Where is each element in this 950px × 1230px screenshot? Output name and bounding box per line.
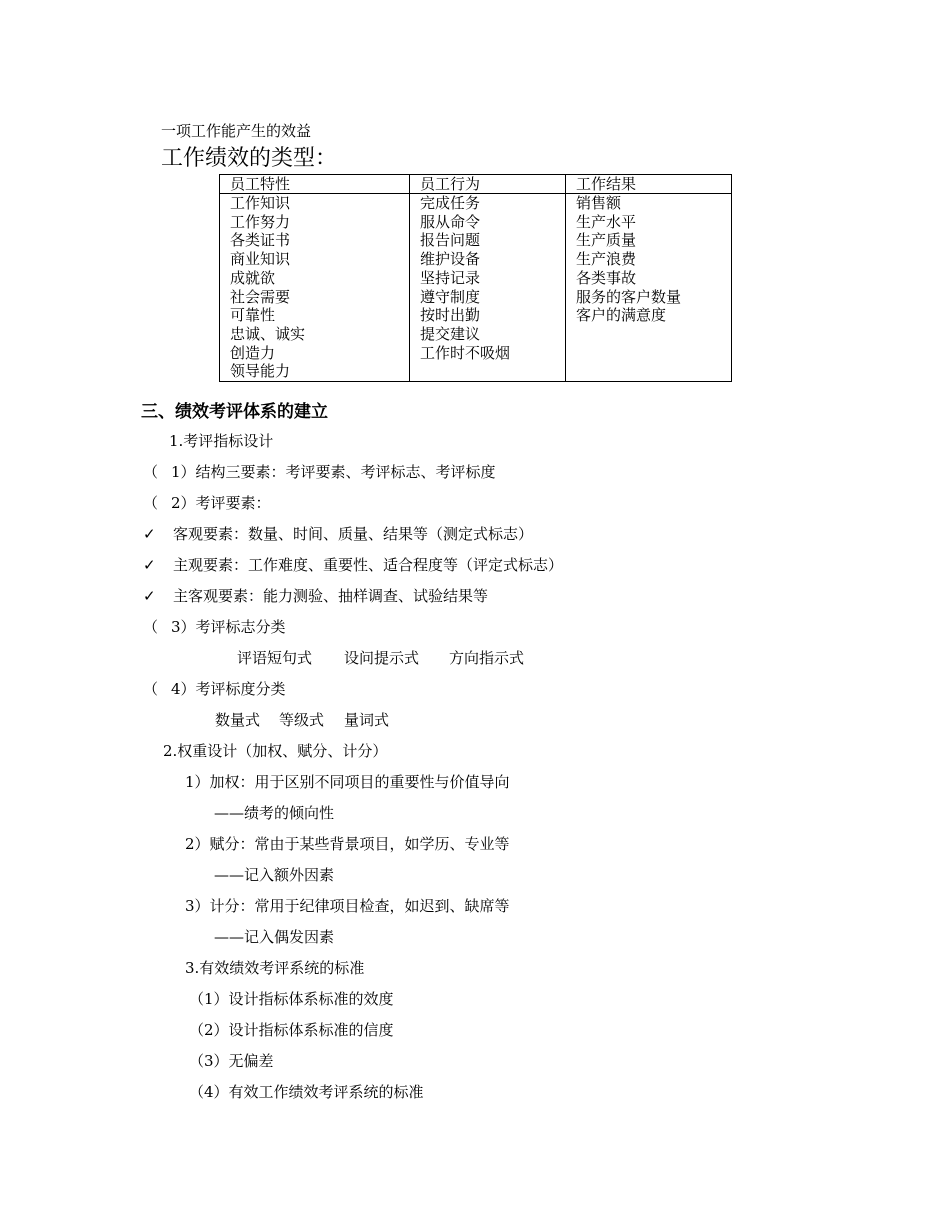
table-cell: 按时出勤 [420,306,481,325]
sub3-option: 设问提示式 [344,649,420,667]
table-cell: 成就欲 [230,268,276,287]
table-cell: 领导能力 [230,362,291,381]
table-cell: 生产浪费 [576,250,637,269]
paren-marker: （ [143,618,159,636]
check-icon: ✓ [143,587,156,605]
check-item-objective: 客观要素：数量、时间、质量、结果等（测定式标志） [173,525,534,543]
item2-note: ——记入额外因素 [214,866,335,884]
table-cell: 销售额 [576,194,622,212]
intro-line: 一项工作能产生的效益 [161,122,312,140]
table-cell: 报告问题 [420,231,481,250]
table-body-row [220,194,732,382]
table-cell: 工作努力 [230,212,291,231]
column-employee-behavior [410,194,566,382]
item2-point: 2）赋分：常由于某些背景项目，如学历、专业等 [185,835,510,853]
sub4-option: 数量式 [215,711,261,729]
item2-note: ——绩考的倾向性 [214,804,335,822]
table-cell: 完成任务 [420,194,481,212]
header-employee-behavior: 员工行为 [410,175,566,194]
header-work-results: 工作结果 [566,175,732,194]
item3-point: （1）设计指标体系标准的效度 [189,990,394,1008]
performance-types-table [219,174,732,382]
paren-marker: （ [143,463,159,481]
paren-marker: （ [143,680,159,698]
item1-sub3: 3）考评标志分类 [171,618,286,636]
table-cell: 创造力 [230,343,276,362]
table-cell: 社会需要 [230,287,291,306]
table-cell: 维护设备 [420,250,481,269]
item1-title: 1.考评指标设计 [169,432,274,450]
table-header-row [220,175,732,194]
table-cell: 工作时不吸烟 [420,343,511,362]
sub4-option: 量词式 [344,711,390,729]
column-work-results [566,194,732,382]
item1-sub2: 2）考评要素： [171,494,271,512]
table-cell: 客户的满意度 [576,306,667,325]
types-heading: 工作绩效的类型： [161,146,338,171]
check-item-mixed: 主客观要素：能力测验、抽样调查、试验结果等 [173,587,489,605]
item3-point: （2）设计指标体系标准的信度 [189,1021,394,1039]
check-item-subjective: 主观要素：工作难度、重要性、适合程度等（评定式标志） [173,556,564,574]
table-cell: 生产水平 [576,212,637,231]
table-cell: 忠诚、诚实 [230,324,306,343]
item2-title: 2.权重设计（加权、赋分、计分） [163,742,388,760]
item2-note: ——记入偶发因素 [214,928,335,946]
header-employee-traits: 员工特性 [220,175,410,194]
section-3-title: 三、绩效考评体系的建立 [141,402,328,422]
table-cell: 遵守制度 [420,287,481,306]
table-cell: 工作知识 [230,194,291,212]
table-cell: 服从命令 [420,212,481,231]
table-cell: 可靠性 [230,306,276,325]
item2-point: 1）加权：用于区别不同项目的重要性与价值导向 [185,773,510,791]
item1-sub1: 1）结构三要素：考评要素、考评标志、考评标度 [171,463,496,481]
table-cell: 各类证书 [230,231,291,250]
table-cell: 服务的客户数量 [576,287,682,306]
table-cell: 各类事故 [576,268,637,287]
item3-title: 3.有效绩效考评系统的标准 [185,959,365,977]
column-employee-traits [220,194,410,382]
item3-point: （3）无偏差 [189,1052,274,1070]
item1-sub4: 4）考评标度分类 [171,680,286,698]
check-icon: ✓ [143,525,156,543]
table-cell: 商业知识 [230,250,291,269]
sub3-option: 方向指示式 [449,649,525,667]
table-cell: 生产质量 [576,231,637,250]
check-icon: ✓ [143,556,156,574]
table-cell: 坚持记录 [420,268,481,287]
sub4-option: 等级式 [279,711,325,729]
table-cell: 提交建议 [420,324,481,343]
sub3-option: 评语短句式 [237,649,313,667]
item2-point: 3）计分：常用于纪律项目检查，如迟到、缺席等 [185,897,510,915]
paren-marker: （ [143,494,159,512]
item3-point: （4）有效工作绩效考评系统的标准 [189,1083,424,1101]
